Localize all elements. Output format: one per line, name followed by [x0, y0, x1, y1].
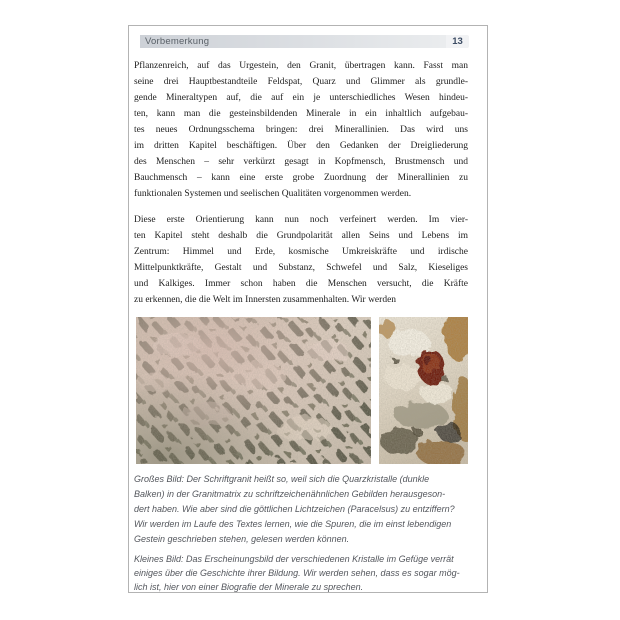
- text-line: funktionalen Systemen und seelischen Qualitäten vorgenommen werden.: [134, 189, 412, 199]
- text-line: gende Mineraltypen auf, die auf ein je unterschiedliches Wesen hindeu-: [134, 93, 468, 103]
- text-line: Pflanzenreich, auf das Urgestein, den Granit, übertragen kann. Fasst man: [134, 61, 468, 71]
- text-line: des Menschen – sehr verkürzt gesagt in Kopfmensch, Brustmensch und: [134, 157, 468, 167]
- figure-large-schriftgranit-photo: [136, 317, 371, 464]
- text-line: Bauchmensch – kann eine erste grobe Zuordnung der Minerallinien zu: [134, 173, 468, 183]
- section-title: Vorbemerkung: [145, 36, 210, 47]
- schriftgranit-image: [136, 317, 371, 464]
- caption-small-image: [134, 552, 471, 593]
- caption-line: einiges über die Geschichte ihrer Bildung. Wir werden sehen, dass es sogar mög-: [134, 568, 460, 578]
- text-line: tes neues Ordnungsschema bringen: drei Minerallinien. Das wird uns: [134, 125, 468, 135]
- text-line: Zentrum: Himmel und Erde, kosmische Umkreiskräfte und irdische: [134, 247, 468, 257]
- figure-row: [136, 317, 468, 464]
- kristalle-image: [379, 317, 468, 464]
- caption-line: Kleines Bild: Das Erscheinungsbild der verschiedenen Kristalle im Gefüge verrät: [134, 554, 454, 564]
- text-line: zu erkennen, die die Welt im Innersten zusammenhalten. Wir werden: [134, 295, 397, 305]
- caption-line: Großes Bild: Der Schriftgranit heißt so, weil sich die Quarzkristalle (dunkle: [134, 474, 430, 484]
- text-line: ten Kapitel steht deshalb die Grundpolarität allen Seins und Lebens im: [134, 231, 468, 241]
- caption-line: lich ist, hier von einer Biografie der Minerale zu sprechen.: [134, 582, 364, 592]
- figure-small-kristalle-photo: [379, 317, 468, 464]
- page-number: 13: [446, 35, 469, 48]
- caption-line: dert haben. Wie aber sind die göttlichen Lichtzeichen (Paracelsus) zu entziffern?: [134, 504, 455, 514]
- text-line: im dritten Kapitel beschäftigen. Über den Gedanken der Dreigliederung: [134, 141, 468, 151]
- text-line: Diese erste Orientierung kann nun noch verfeinert werden. Im vier-: [134, 215, 468, 225]
- book-page: [128, 25, 488, 593]
- running-header: [140, 35, 469, 48]
- caption-large-image: [134, 472, 471, 547]
- caption-line: Wir werden im Laufe des Textes lernen, wie die Spuren, die im einst lebendigen: [134, 519, 452, 529]
- text-line: Mittelpunktkräfte, Gestalt und Substanz, Schwefel und Salz, Kieseliges: [134, 263, 468, 273]
- text-line: und Kalkiges. Immer schon haben die Menschen versucht, die Kräfte: [134, 279, 468, 289]
- text-line: seine drei Hauptbestandteile Feldspat, Quarz und Glimmer als grundle-: [134, 77, 468, 87]
- section-title-bar: [140, 35, 446, 48]
- body-paragraph-2: [134, 212, 468, 308]
- caption-line: Gestein geschrieben stehen, gelesen werden können.: [134, 534, 350, 544]
- caption-line: Balken) in der Granitmatrix zu schriftzeichenähnlichen Gebilden herausgeson-: [134, 489, 446, 499]
- body-paragraph-1: [134, 58, 468, 202]
- text-line: ten, kann man die gesteinsbildenden Minerale in ein inhaltlich aufgebau-: [134, 109, 468, 119]
